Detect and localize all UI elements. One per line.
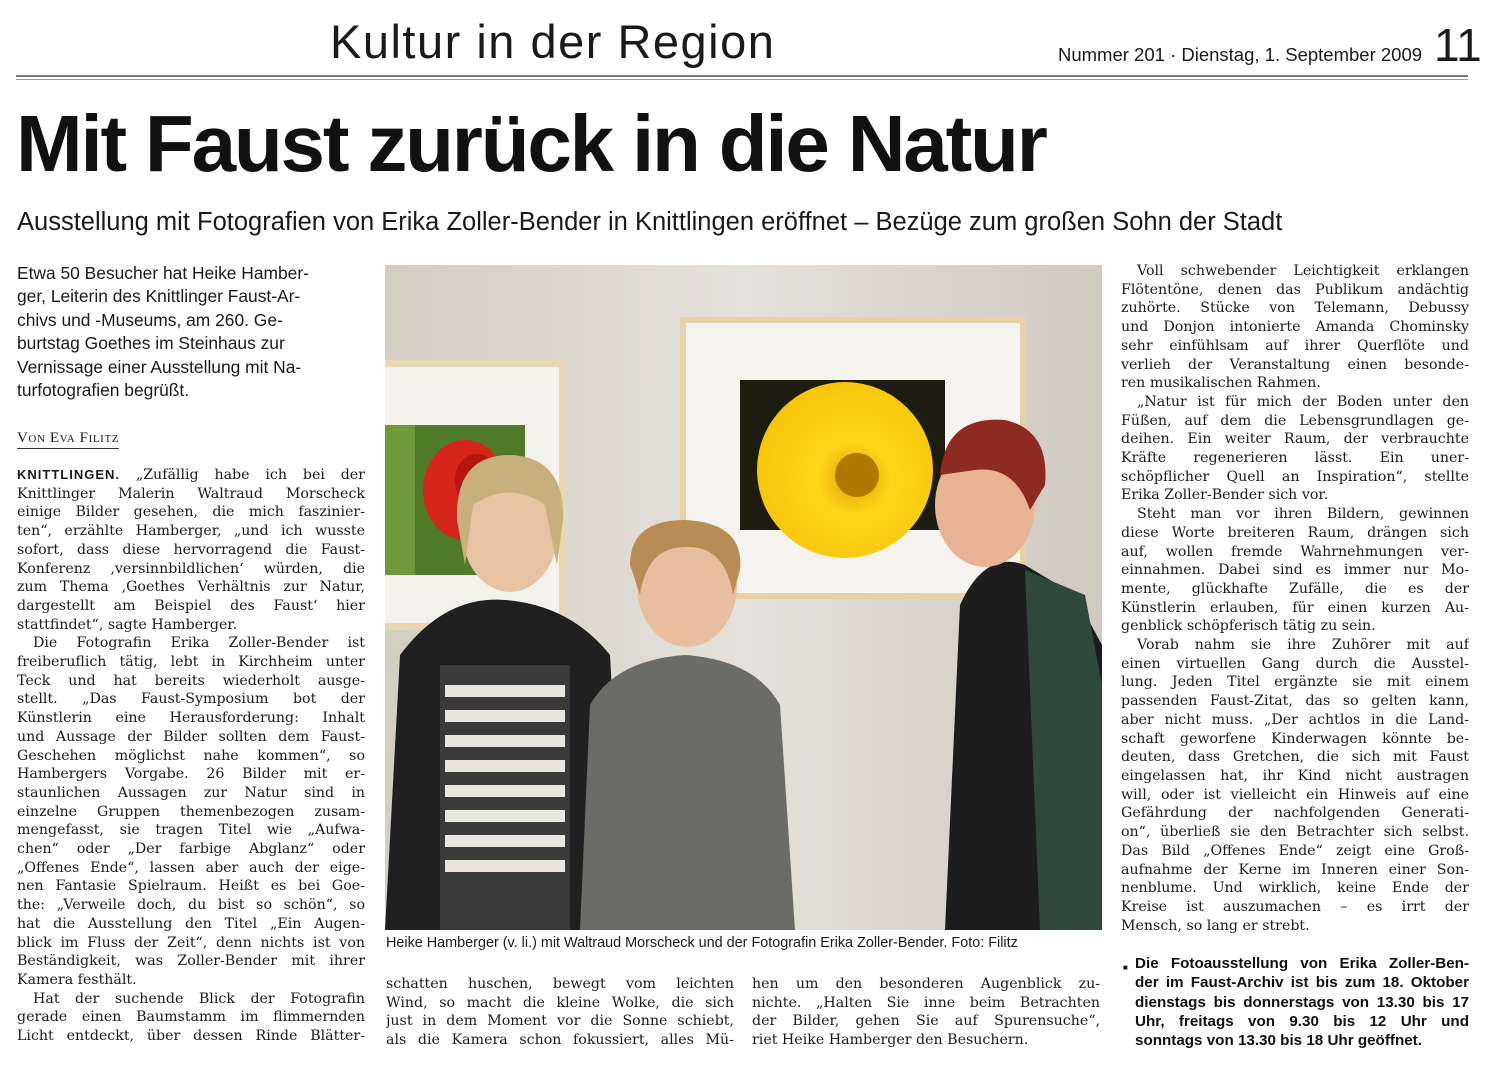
- body-line: on“, überließ sie den Betrachter sich selbst.: [1121, 824, 1469, 841]
- lead-line: Etwa 50 Besucher hat Heike Hamber-: [17, 263, 309, 283]
- body-column-1: [17, 466, 365, 1046]
- info-line: sonntags von 13.30 bis 18 Uhr geöffnet.: [1135, 1032, 1422, 1050]
- body-line: Hambergers Vorgabe. 26 Bilder mit er-: [17, 766, 365, 783]
- body-line: dargestellt am Beispiel des Faust‘ hier: [17, 597, 365, 614]
- body-line: sehr einfühlsam auf ihrer Querflöte und: [1121, 337, 1469, 354]
- info-line: Uhr, freitags von 9.30 bis 12 Uhr und: [1135, 1012, 1469, 1030]
- body-line: und Donjon intonierte Amanda Chominsky: [1121, 319, 1469, 336]
- body-line: Beständigkeit, was Zoller-Bender mit ihrer: [17, 953, 365, 970]
- body-line: Flötentöne, denen das Publikum andächtig: [1121, 281, 1469, 298]
- body-line: „Offenes Ende“, lassen aber auch der eige-: [17, 859, 365, 876]
- body-line: Vorab nahm sie ihre Zuhörer mit auf: [1137, 637, 1469, 654]
- body-line: passenden Faust-Zitat, das so gelten kann,: [1121, 693, 1469, 710]
- body-line: Gefährdung der nachfolgenden Generati-: [1121, 805, 1469, 822]
- body-line: aufnahme der Kerne im Inneren einer Son-: [1121, 861, 1469, 878]
- body-line: Geschehen möglichst nahe kommen“, so: [17, 747, 365, 764]
- body-line: genblick schöpferisch tätig zu sein.: [1121, 618, 1376, 635]
- body-line: gerade einen Baumstamm im flimmernden: [17, 1009, 365, 1026]
- body-line: schatten huschen, bewegt vom leichten: [386, 976, 734, 992]
- lead-line: chivs und -Museums, am 260. Ge-: [17, 309, 283, 330]
- body-line: Wind, so macht die kleine Wolke, die sich: [386, 994, 734, 1011]
- body-line: einen virtuellen Gang durch die Ausstel-: [1121, 655, 1469, 672]
- body-line: Steht man vor ihren Bildern, gewinnen: [1137, 506, 1469, 523]
- body-line: auf, wollen fremde Wahrnehmungen ver-: [1121, 543, 1469, 560]
- body-line: KNITTLINGEN. „Zufällig habe ich bei der: [17, 467, 365, 483]
- body-line: blick im Fluss der Zeit“, denn nichts ist von: [17, 934, 365, 951]
- dateline: KNITTLINGEN.: [17, 467, 120, 482]
- body-line: und Aussage der Bilder sollten dem Faust-: [17, 728, 365, 745]
- lead-line: Vernissage einer Ausstellung mit Na-: [17, 356, 302, 377]
- body-line: Die Fotografin Erika Zoller-Bender ist: [33, 635, 365, 652]
- body-line: mengefasst, sie tragen Titel wie „Aufwa-: [17, 822, 365, 839]
- info-line: der im Faust-Archiv ist bis zum 18. Oktober: [1135, 974, 1469, 992]
- body-line: Voll schwebender Leichtigkeit erklangen: [1137, 263, 1469, 279]
- section-title: Kultur in der Region: [330, 15, 776, 68]
- body-line: Füßen, auf dem die Lebensgrundlagen ge-: [1121, 412, 1469, 429]
- body-line: Licht entdeckt, über dessen Rinde Blätter-: [17, 1028, 365, 1045]
- body-line: zum Thema ‚Goethes Verhältnis zur Natur,: [17, 579, 365, 596]
- body-line: schaft geworfene Kinderwagen könnte be-: [1121, 730, 1469, 747]
- body-line: sofort, dass diese hervorragend die Faust-: [17, 541, 365, 558]
- info-line: ■ Die Fotoausstellung von Erika Zoller-Ben-: [1121, 954, 1469, 973]
- body-line: ten“, erzählte Hamberger, „und ich wusste: [17, 523, 365, 540]
- body-line: Hat der suchende Blick der Fotografin: [33, 990, 365, 1007]
- body-line: chen“ oder „Der farbige Abglanz“ oder: [17, 841, 365, 858]
- body-line: will, oder ist vielleicht ein Hinweis auf eine: [1121, 786, 1469, 803]
- body-line: Das Bild „Offenes Ende“ zeigt eine Groß-: [1121, 842, 1469, 859]
- byline: Von Eva Filitz: [17, 430, 119, 449]
- body-line: Mensch, so lang er strebt.: [1121, 917, 1310, 934]
- body-line: nen Fantasie Spielraum. Heißt es bei Goe-: [17, 878, 365, 895]
- article-photo: [385, 265, 1102, 930]
- body-line: staunlichen Aussagen zur Natur sind in: [17, 784, 365, 801]
- subheadline: Ausstellung mit Fotografien von Erika Zoller-Bender in Knittlingen eröffnet – Bezüge zum großen Sohn der Stadt: [17, 208, 1283, 236]
- info-line: dienstags bis donnerstags von 13.30 bis 17: [1135, 993, 1469, 1011]
- photo-caption: Heike Hamberger (v. li.) mit Waltraud Morscheck und der Fotografin Erika Zoller-Bender. Foto: Filitz: [386, 935, 1018, 951]
- body-line: stattfindet“, sagte Hamberger.: [17, 616, 238, 633]
- body-line: Kamera festhält.: [17, 971, 137, 988]
- page-number: 11: [1434, 19, 1482, 71]
- body-line: „Natur ist für mich der Boden unter den: [1137, 393, 1469, 410]
- body-line: Kräfte regenerieren lässt. Ein uner-: [1121, 450, 1469, 467]
- body-line: just in dem Moment vor die Sonne schiebt,: [386, 1013, 734, 1030]
- body-line: nichte. „Halten Sie inne beim Betrachten: [752, 994, 1100, 1011]
- lead-line: turfotografien begrüßt.: [17, 380, 190, 401]
- body-column-4: [1121, 262, 1469, 935]
- body-line: deihen. Ein weiter Raum, der verbrauchte: [1121, 431, 1469, 448]
- body-line: schöpflicher Quell an Inspiration“, stellte: [1121, 468, 1469, 485]
- body-line: Knittlinger Malerin Waltraud Morscheck: [17, 485, 365, 502]
- body-line: Kreise ist auszumachen – es irrt der: [1121, 898, 1469, 915]
- body-line: hen um den besonderen Augenblick zu-: [752, 976, 1100, 992]
- body-line: lung. Jeden Titel ergänzte sie mit einem: [1121, 674, 1469, 691]
- body-line: der Bilder, gehen Sie auf Spurensuche“,: [752, 1013, 1100, 1030]
- body-line: stellt. „Das Faust-Symposium bot der: [17, 691, 365, 708]
- body-line: als die Kamera schon fokussiert, alles Mü-: [386, 1032, 734, 1049]
- body-line: hat die Ausstellung den Titel „Ein Augen-: [17, 915, 365, 932]
- lead-paragraph: [17, 262, 365, 402]
- issue-info: Nummer 201 · Dienstag, 1. September 2009: [1058, 44, 1423, 65]
- body-column-2: [386, 975, 734, 1050]
- body-line: Teck und hat bereits wiederholt ausge-: [17, 672, 365, 689]
- body-line: ren musikalischen Rahmen.: [1121, 375, 1321, 392]
- body-line: riet Heike Hamberger den Besuchern.: [752, 1032, 1029, 1049]
- lead-line: ger, Leiterin des Knittlinger Faust-Ar-: [17, 286, 301, 307]
- body-line: verlieh der Veranstaltung einen besonde-: [1121, 356, 1469, 373]
- body-column-3: [752, 975, 1100, 1050]
- body-line: diese Worte breiteren Raum, drängen sich: [1121, 524, 1469, 541]
- body-line: zuhörte. Stücke von Telemann, Debussy: [1121, 300, 1469, 317]
- body-line: Erika Zoller-Bender sich vor.: [1121, 487, 1329, 504]
- photo-image: [385, 265, 1102, 930]
- header-rule: [16, 75, 1468, 80]
- body-line: Künstlerin eine Herausforderung: Inhalt: [17, 710, 365, 727]
- body-line: deuten, dass Gretchen, die sich mit Faust: [1121, 749, 1469, 766]
- body-line: einige Bilder gesehen, die mich faszinier-: [17, 504, 365, 521]
- body-line: Künstlerin erlauben, für einen kurzen Au-: [1121, 599, 1469, 616]
- headline: Mit Faust zurück in die Natur: [16, 99, 1046, 188]
- body-line: Konferenz ‚versinnbildlichen‘ würden, die: [17, 560, 365, 577]
- body-line: einnahmen. Dabei sind es immer nur Mo-: [1121, 562, 1469, 579]
- body-line: mente, glückhafte Zufälle, die es der: [1121, 580, 1469, 597]
- body-line: einzelne Gruppen themenbezogen zusam-: [17, 803, 365, 820]
- body-line: aber nicht muss. „Der achtlos in die Land-: [1121, 711, 1469, 728]
- body-line: the: „Verweile doch, du bist so schön“, so: [17, 897, 365, 914]
- body-line: nenblume. Und wirklich, keine Ende der: [1121, 880, 1469, 897]
- body-line: freiberuflich tätig, lebt in Kirchheim unter: [17, 654, 365, 671]
- body-line: eingelassen hat, ihr Kind nicht austragen: [1121, 767, 1469, 784]
- lead-line: burtstag Goethes im Steinhaus zur: [17, 333, 285, 354]
- info-box: [1121, 954, 1469, 1050]
